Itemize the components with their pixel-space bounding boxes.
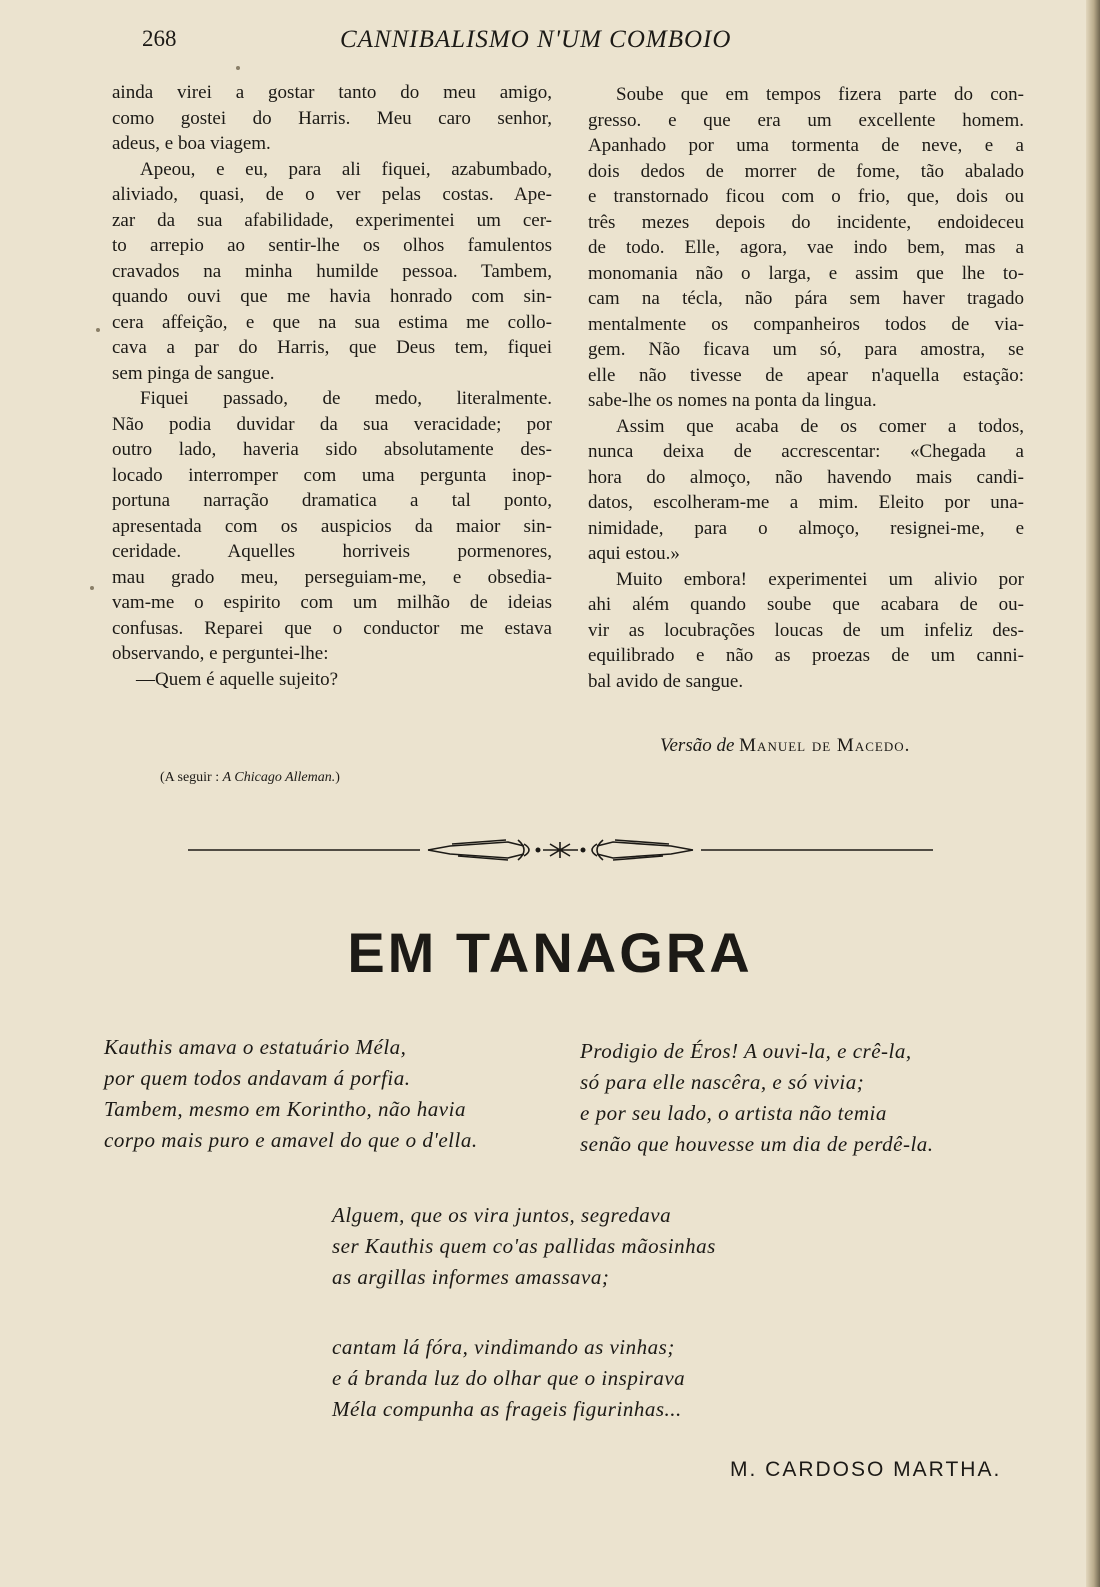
- text-line: Apanhado por uma tormenta de neve, e a: [588, 135, 1024, 156]
- poem-line: Méla compunha as frageis figurinhas...: [332, 1397, 682, 1421]
- text-line: ceridade. Aquelles horriveis pormenores,: [112, 541, 552, 562]
- poem-line: Kauthis amava o estatuário Méla,: [104, 1035, 407, 1059]
- poem-line: por quem todos andavam á porfia.: [104, 1066, 411, 1090]
- text-line: como gostei do Harris. Meu caro senhor,: [112, 107, 552, 129]
- text-line: aqui estou.»: [588, 543, 680, 564]
- text-line: bal avido de sangue.: [588, 670, 744, 692]
- to-be-continued-note: (A seguir : A Chicago Alleman.): [160, 770, 340, 785]
- text-line: vam-me o espirito com um milhão de ideias: [112, 592, 552, 613]
- text-line: Soube que em tempos fizera parte do con-: [616, 84, 1024, 105]
- poem-line: e por seu lado, o artista não temia: [580, 1101, 887, 1125]
- text-line: cam na técla, não pára sem haver tragado: [588, 288, 1024, 309]
- text-line: equilibrado e não as proezas de um canni-: [588, 645, 1024, 666]
- poem-line: só para elle nascêra, e só vivia;: [580, 1070, 865, 1094]
- story-left-column: [112, 80, 552, 692]
- text-line: cava a par do Harris, que Deus tem, fiquei: [112, 337, 552, 358]
- text-line: elle não tivesse de apear n'aquella estação:: [588, 364, 1024, 386]
- section-divider-ornament: [188, 832, 933, 868]
- text-line: aliviado, quasi, de o ver pelas costas. Ape-: [112, 184, 552, 205]
- poem-line: Prodigio de Éros! A ouvi-la, e crê-la,: [580, 1039, 912, 1063]
- text-line: Assim que acaba de os comer a todos,: [616, 415, 1024, 437]
- text-line: zar da sua afabilidade, experimentei um cer-: [112, 209, 552, 231]
- text-line: ahi além quando soube que acabara de ou-: [588, 594, 1024, 615]
- text-line: adeus, e boa viagem.: [112, 133, 271, 154]
- dialogue-line: —Quem é aquelle sujeito?: [136, 668, 339, 690]
- poem-stanza-2: [580, 1036, 934, 1160]
- text-line: Fiquei passado, de medo, literalmente.: [140, 388, 552, 409]
- poem-line: ser Kauthis quem co'as pallidas mãosinhas: [332, 1234, 716, 1258]
- text-line: nimidade, para o almoço, resignei-me, e: [588, 517, 1024, 539]
- text-line: confusas. Reparei que o conductor me estava: [112, 617, 552, 639]
- translator-credit: Versão de Manuel de Macedo.: [660, 735, 911, 756]
- text-line: gem. Não ficava um só, para amostra, se: [588, 339, 1024, 360]
- text-line: gresso. e que era um excellente homem.: [588, 109, 1024, 131]
- poem-line: as argillas informes amassava;: [332, 1265, 610, 1289]
- text-line: sabe-lhe os nomes na ponta da lingua.: [588, 390, 877, 411]
- page-header: [110, 22, 1040, 62]
- text-line: mentalmente os companheiros todos de via-: [588, 313, 1024, 335]
- text-line: hora do almoço, não havendo mais candi-: [588, 466, 1024, 488]
- poem-line: senão que houvesse um dia de perdê-la.: [580, 1132, 934, 1156]
- page-number: 268: [142, 26, 177, 51]
- text-line: apresentada com os auspicios da maior sin-: [112, 515, 552, 537]
- text-line: de todo. Elle, agora, vae indo bem, mas a: [588, 237, 1024, 258]
- text-line: monomania não o larga, e assim que lhe to-: [588, 262, 1024, 284]
- text-line: datos, escolheram-me a mim. Eleito por una-: [588, 492, 1024, 513]
- poem-line: Alguem, que os vira juntos, segredava: [332, 1203, 672, 1227]
- text-line: ainda virei a gostar tanto do meu amigo,: [112, 82, 552, 103]
- text-line: Não podia duvidar da sua veracidade; por: [112, 413, 552, 435]
- poem-line: e á branda luz do olhar que o inspirava: [332, 1366, 686, 1390]
- story-right-column: [588, 82, 1024, 694]
- text-line: quando ouvi que me havia honrado com sin-: [112, 286, 552, 307]
- poem-stanza-4: [332, 1332, 685, 1425]
- text-line: cera affeição, e que na sua estima me collo-: [112, 311, 552, 333]
- poem-line: cantam lá fóra, vindimando as vinhas;: [332, 1335, 675, 1359]
- poem-line: Tambem, mesmo em Korintho, não havia: [104, 1097, 466, 1121]
- text-line: mau grado meu, perseguiam-me, e obsedia-: [112, 566, 552, 588]
- text-line: cravados na minha humilde pessoa. Tambem,: [112, 260, 552, 282]
- text-line: dois dedos de morrer de fome, tão abalado: [588, 160, 1024, 182]
- text-line: Apeou, e eu, para ali fiquei, azabumbado,: [140, 158, 552, 180]
- poem-title: EM TANAGRA: [347, 921, 753, 984]
- page-edge-shadow: [1086, 0, 1100, 1587]
- text-line: portuna narração dramatica a tal ponto,: [112, 490, 552, 511]
- text-line: to arrepio ao sentir-lhe os olhos famulentos: [112, 235, 552, 256]
- poem-line: corpo mais puro e amavel do que o d'ella.: [104, 1128, 478, 1152]
- text-line: observando, e perguntei-lhe:: [112, 643, 329, 664]
- text-line: vir as locubrações loucas de um infeliz des-: [588, 619, 1024, 641]
- poem-author: M. CARDOSO MARTHA.: [730, 1458, 1002, 1481]
- running-title: CANNIBALISMO N'UM COMBOIO: [340, 26, 732, 53]
- text-line: outro lado, haveria sido absolutamente des-: [112, 439, 552, 460]
- text-line: locado interromper com uma pergunta inop-: [112, 464, 552, 486]
- text-line: Muito embora! experimentei um alivio por: [616, 568, 1024, 590]
- text-line: e transtornado ficou com o frio, que, dois ou: [588, 186, 1024, 207]
- poem-stanza-1: [104, 1032, 478, 1156]
- poem-stanza-3: [332, 1200, 716, 1293]
- translator-name: Manuel de Macedo.: [739, 735, 911, 756]
- next-story-title: A Chicago Alleman.: [222, 770, 336, 785]
- text-line: nunca deixa de accrescentar: «Chegada a: [588, 441, 1024, 462]
- text-line: sem pinga de sangue.: [112, 362, 275, 384]
- text-line: três mezes depois do incidente, endoideceu: [588, 211, 1024, 233]
